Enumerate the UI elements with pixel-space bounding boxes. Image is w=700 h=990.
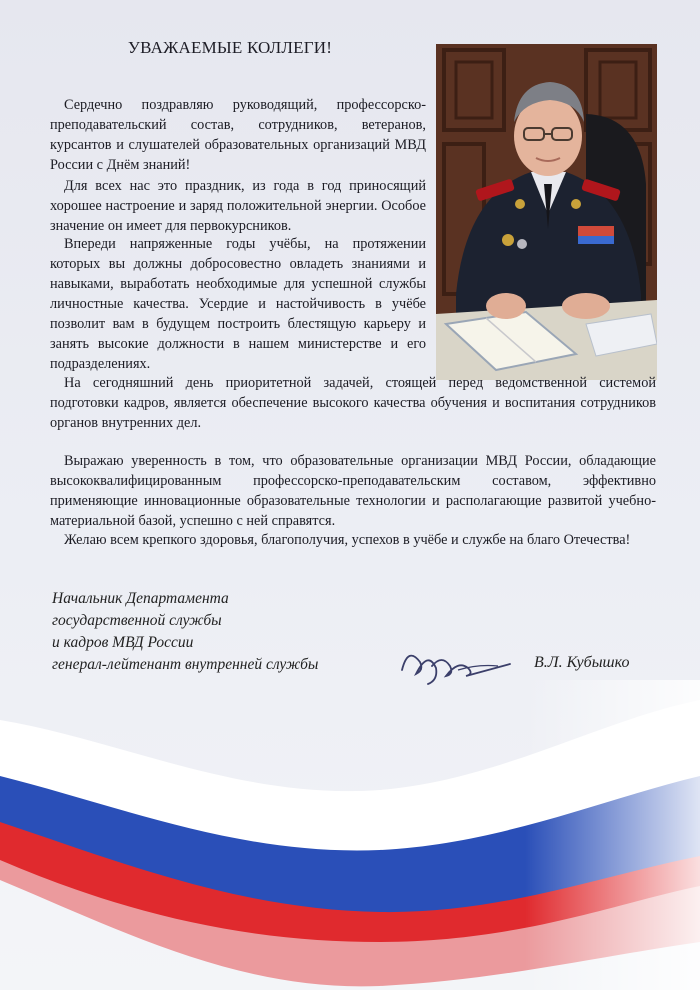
paragraph-3: Впереди напряженные годы учёбы, на протяжении которых вы должны добросовестно овладеть знаниями и навыками, выработать необходимые для успешной службы личностные качества. Усердие и настойчивость в учёбе позволит вам в будущем построить блестящую карьеру и занять высокие должности в нашем министерстве и его подразделениях. [50,236,426,372]
signer-name: В.Л. Кубышко [534,654,630,671]
paragraph-5: Выражаю уверенность в том, что образовательные организации МВД России, обладающие высококвалифицированным профессорско-преподавательским составом, эффективно применяющие инновационные образовательные технологии и располагающие развитой учебно-материальной базой, успешно с ней справятся. [50,453,656,529]
signer-position-line: государственной службы [52,612,222,629]
greeting-heading: УВАЖАЕМЫЕ КОЛЛЕГИ! [127,38,333,57]
paragraph-2: Для всех нас это праздник, из года в год приносящий хорошее настроение и заряд положительной энергии. Особое значение он имеет для первокурсников. [50,178,426,234]
russian-flag-wave [0,680,700,990]
signer-position-line: и кадров МВД России [52,634,194,651]
portrait-illustration [436,44,657,380]
portrait-photo [436,44,657,380]
paragraph-4: На сегодняшний день приоритетной задачей, стоящей перед ведомственной системой подготовки кадров, является обеспечение высокого качества обучения и воспитания сотрудников органов внутренних дел. [50,375,656,431]
signer-rank-line: генерал-лейтенант внутренней службы [52,656,319,673]
signer-position-line: Начальник Департамента [52,590,229,607]
signature-title-block [52,588,318,676]
paragraph-1: Сердечно поздравляю руководящий, профессорско-преподавательский состав, сотрудников, ветеранов, курсантов и слушателей образовательных организаций МВД России с Днём знаний! [50,97,426,173]
paragraph-6: Желаю всем крепкого здоровья, благополучия, успехов в учёбе и службе на благо Отечества! [64,532,631,548]
